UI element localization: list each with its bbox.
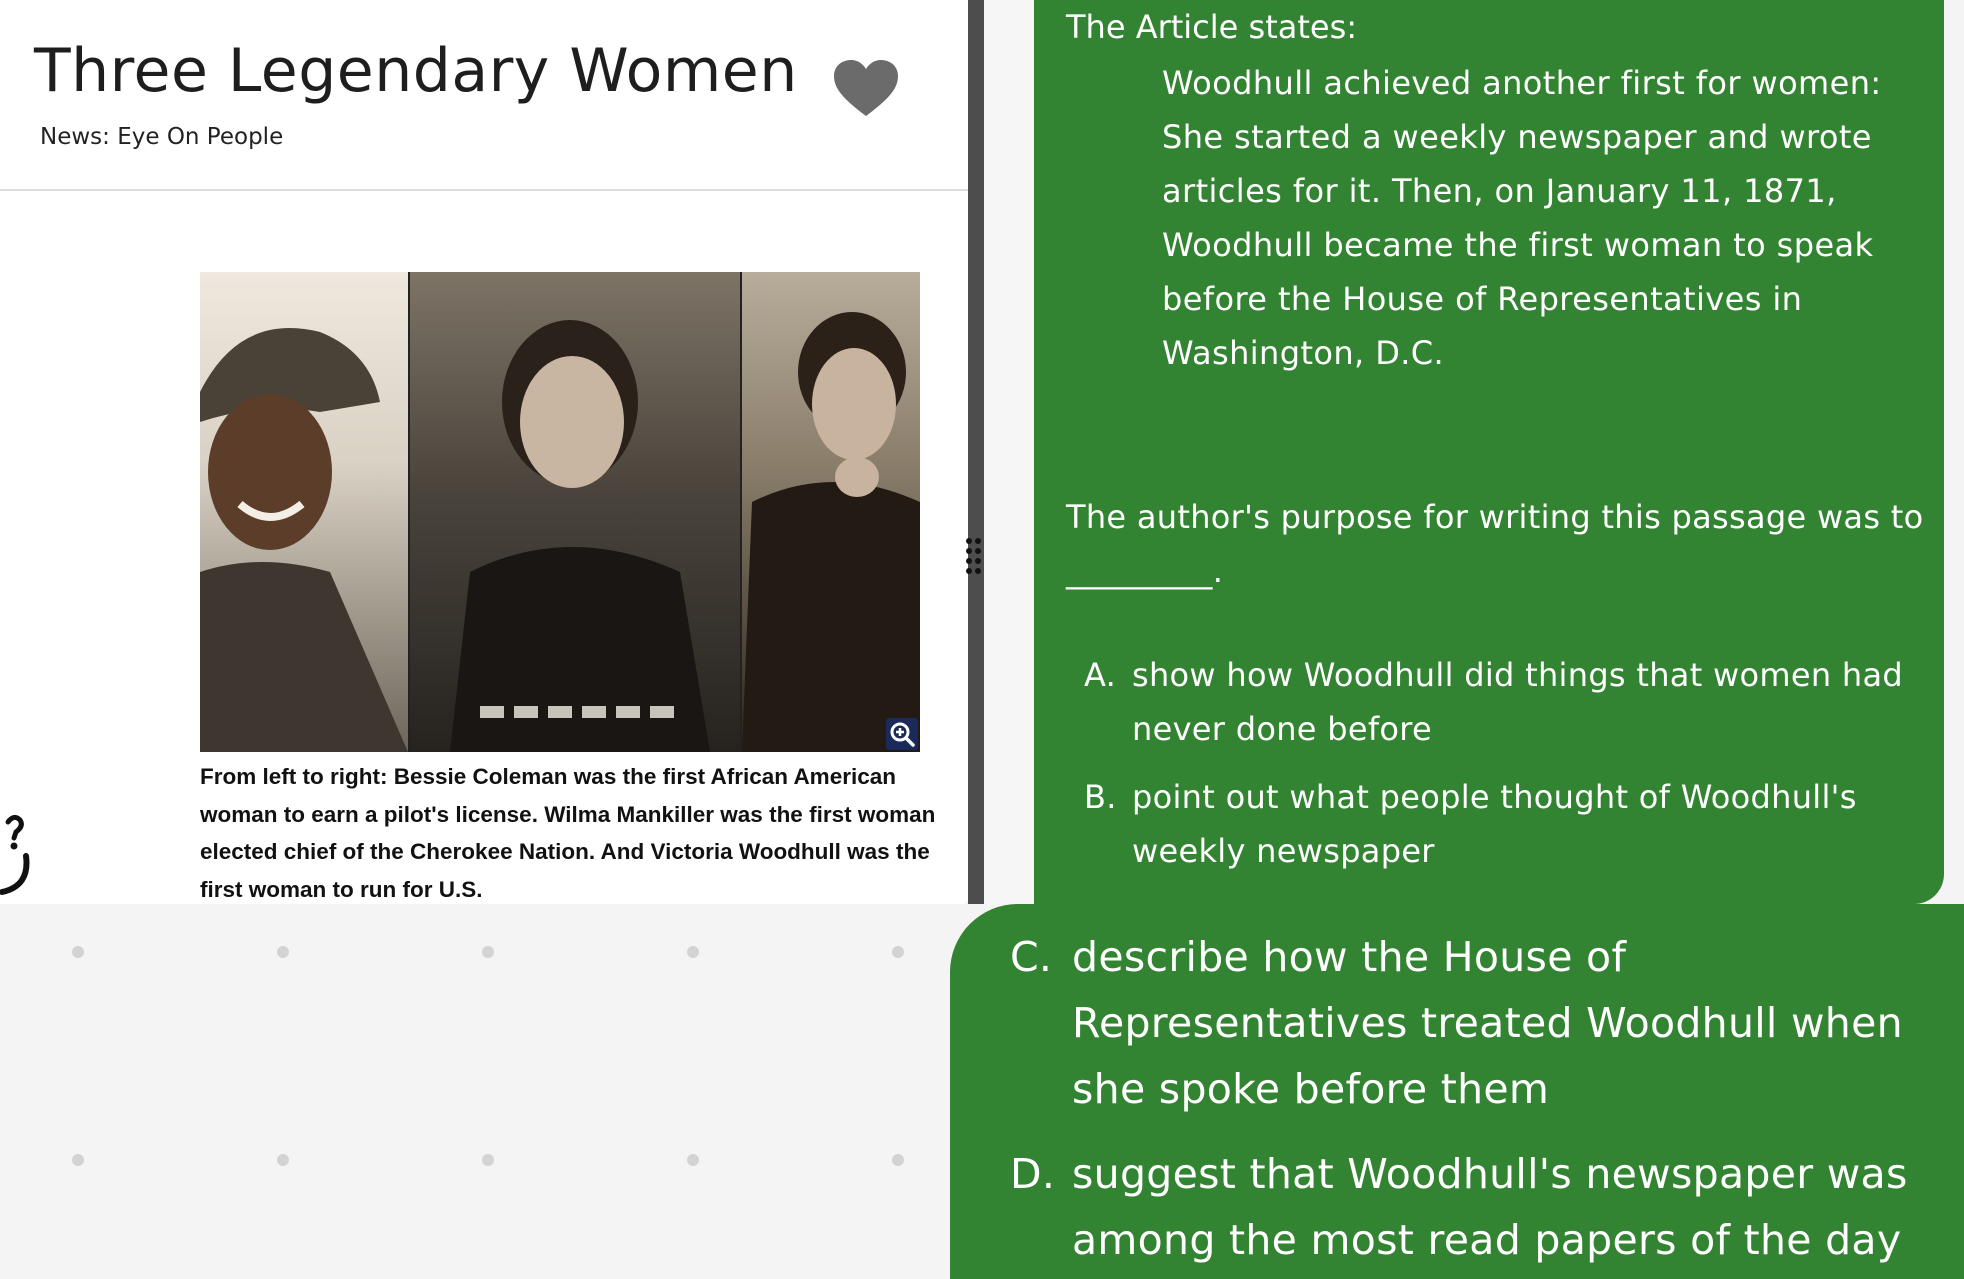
answer-option-d[interactable] [1010,1141,1950,1273]
answer-option-c[interactable] [1010,924,1950,1122]
option-letter: C. [1010,933,1053,981]
background-dot [277,946,289,958]
background-dot [277,1154,289,1166]
panel-gutter [984,0,1034,904]
panel-divider [968,0,984,904]
article-quote: Woodhull achieved another first for women: She started a weekly newspaper and wrote articles for it. Then, on January 11, 1871, Woodhull became the first woman to speak before the House of Representatives in Washington, D.C. [1162,64,1882,372]
background-dot [482,946,494,958]
option-letter: B. [1084,778,1117,816]
background-dot [687,946,699,958]
photo-panel-woodhull [742,272,920,752]
answer-option-b[interactable] [1084,770,1904,878]
option-letter: A. [1084,656,1117,694]
article-photo [200,272,920,752]
drag-grip-icon[interactable] [963,536,985,576]
answer-options-card [950,904,1964,1279]
option-text: show how Woodhull did things that women had never done before [1132,656,1903,748]
article-panel[interactable] [0,0,968,904]
header-divider [0,189,968,191]
article-subtitle: News: Eye On People [40,124,284,150]
question-smile-icon[interactable] [0,812,30,896]
background-dot [72,1154,84,1166]
option-text: describe how the House of Representatives treated Woodhull when she spoke before them [1072,933,1903,1113]
article-states-label: The Article states: [1066,8,1358,46]
background-dot [892,1154,904,1166]
question-panel [1034,0,1944,904]
photo-panel-coleman [200,272,408,752]
option-text: suggest that Woodhull's newspaper was among the most read papers of the day [1072,1150,1908,1264]
background-dot [482,1154,494,1166]
background-dot [72,946,84,958]
photo-caption: From left to right: Bessie Coleman was the first African American woman to earn a pilot's license. Wilma Mankiller was the first woman elected chief of the Cherokee Nation. And Victoria Woodhull was the first woman to run for U.S. [200,764,936,902]
answer-option-a[interactable] [1084,648,1904,756]
option-text: point out what people thought of Woodhull's weekly newspaper [1132,778,1857,870]
article-title: Three Legendary Women [34,36,798,106]
heart-icon[interactable] [832,58,900,118]
photo-panel-mankiller [410,272,740,752]
option-letter: D. [1010,1150,1056,1198]
background-dot [892,946,904,958]
background-dot [687,1154,699,1166]
question-prompt: The author's purpose for writing this passage was to _________. [1066,498,1924,590]
zoom-in-icon[interactable] [886,718,918,750]
